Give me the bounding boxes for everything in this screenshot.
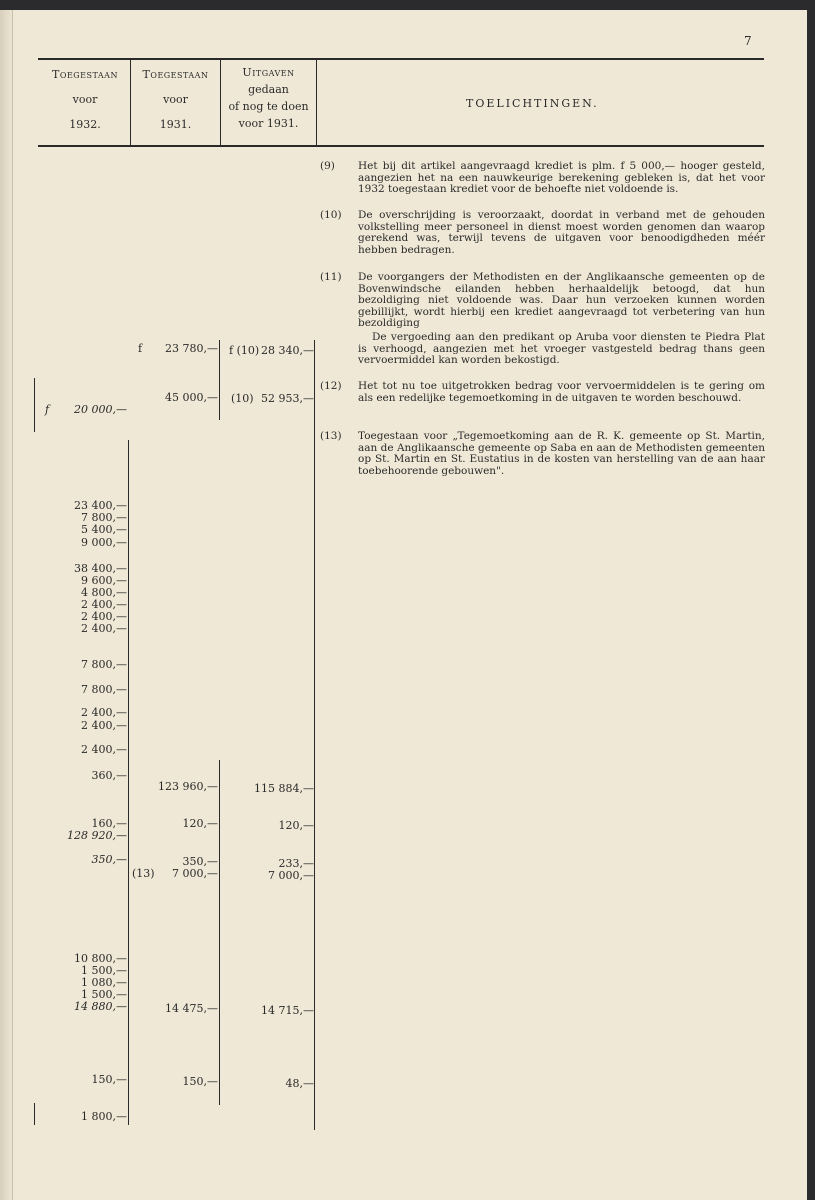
col1-value: 1 500,—	[81, 988, 127, 1001]
body-rule-col1	[128, 440, 129, 1125]
note-13	[320, 431, 765, 477]
col1-value: 2 400,—	[81, 598, 127, 611]
body-rule-col3	[314, 340, 315, 1130]
note-11	[320, 272, 765, 330]
col1-value: 9 600,—	[81, 574, 127, 587]
header-col-uitgaven-line2: gedaan	[248, 83, 289, 96]
col1-value: 2 400,—	[81, 743, 127, 756]
col1-value: 23 400,—	[74, 499, 127, 512]
col1-value: 10 800,—	[74, 952, 127, 965]
header-col-1932-line3: 1932.	[69, 118, 101, 131]
note-number: (9)	[320, 160, 335, 172]
header-toelichtingen: TOELICHTINGEN.	[466, 97, 599, 110]
col1-value: 9 000,—	[81, 536, 127, 549]
col1-currency: f	[45, 403, 50, 416]
note-number: (11)	[320, 271, 342, 283]
note-text: Het bij dit artikel aangevraagd krediet is plm. f 5 000,— hooger gesteld, aangezien het na een nauwkeurige berekening gebleken is, dat het voor 1932 toegestaan krediet voor de behoefte niet voldoende is.	[358, 160, 765, 196]
header-divider-3	[316, 60, 317, 145]
body-rule-left	[34, 378, 35, 432]
col1-value: 7 800,—	[81, 658, 127, 671]
col1-value: 4 800,—	[81, 586, 127, 599]
col2-value: 150,—	[182, 1075, 218, 1088]
note-text: De voorgangers der Methodisten en der Anglikaansche gemeenten op de Bovenwindsche eilanden hebben herhaaldelijk betoogd, dat hun bezoldiging niet voldoende was. Daar hun verzoeken kunnen worden gebillijkt, wordt hierbij een krediet aangevraagd tot verbetering van hun bezoldiging	[358, 271, 765, 330]
col2-currency: f	[138, 342, 143, 355]
header-bottom-rule	[38, 145, 764, 147]
note-12	[320, 381, 765, 404]
col1-value: 1 500,—	[81, 964, 127, 977]
note-number: (13)	[320, 430, 342, 442]
note-number: (12)	[320, 380, 342, 392]
col2-value: 45 000,—	[165, 391, 218, 404]
col1-value: 5 400,—	[81, 523, 127, 536]
page-number: 7	[744, 34, 752, 48]
note-text: Toegestaan voor „Tegemoetkoming aan de R. K. gemeente op St. Martin, aan de Anglikaansche gemeente op Saba en aan de Methodisten gemeenten op St. Martin en St. Eustatius in de kosten van herstelling van de aan haar toebehoorende gebouwen".	[358, 430, 765, 477]
col3-value: 7 000,—	[268, 869, 314, 882]
body-rule-left-bottom	[34, 1103, 35, 1125]
col1-value: 350,—	[91, 853, 127, 866]
col1-value: 38 400,—	[74, 562, 127, 575]
col2-value: 123 960,—	[158, 780, 218, 793]
note-text: De overschrijding is veroorzaakt, doordat in verband met de gehouden volkstelling meer personeel in dienst moest worden genomen dan waarop gerekend was, terwijl tevens de uitgaven voor benoodigdheden méér hebben bedragen.	[358, 209, 765, 256]
header-col-1932	[40, 68, 130, 131]
note-11-continued	[320, 332, 765, 367]
col1-value: 20 000,—	[74, 403, 127, 416]
col1-value: 160,—	[91, 817, 127, 830]
col1-value: 1 080,—	[81, 976, 127, 989]
col2-ref-13: (13)	[132, 867, 155, 880]
col3-ref-f10: f (10)	[229, 344, 260, 357]
col1-value: 7 800,—	[81, 511, 127, 524]
col1-value: 14 880,—	[74, 1000, 127, 1013]
col1-value: 7 800,—	[81, 683, 127, 696]
col2-value: 120,—	[182, 817, 218, 830]
col2-value: 7 000,—	[172, 867, 218, 880]
note-text: Het tot nu toe uitgetrokken bedrag voor vervoermiddelen is te gering om als een redelijke tegemoetkoming in de uitgaven te worden beschouwd.	[358, 380, 765, 404]
fold-line	[12, 10, 13, 1200]
header-col-1931	[131, 68, 220, 131]
col3-value: 14 715,—	[261, 1004, 314, 1017]
col1-value: 128 920,—	[67, 829, 127, 842]
col3-ref-10: (10)	[231, 392, 254, 405]
scan-border-top	[0, 0, 815, 10]
header-col-1931-line1: Toegestaan	[142, 68, 209, 81]
col1-value: 2 400,—	[81, 622, 127, 635]
note-9	[320, 161, 765, 196]
col3-value: 233,—	[278, 857, 314, 870]
col2-value: 14 475,—	[165, 1002, 218, 1015]
note-10	[320, 210, 765, 256]
body-rule-col2	[219, 340, 220, 420]
scan-border-right	[807, 0, 815, 1200]
col1-value: 2 400,—	[81, 706, 127, 719]
header-col-1932-line2: voor	[72, 93, 98, 106]
col3-value: 48,—	[285, 1077, 314, 1090]
header-col-uitgaven-line4: voor 1931.	[238, 117, 299, 130]
col3-value: 28 340,—	[261, 344, 314, 357]
header-col-uitgaven-line1: Uitgaven	[242, 66, 295, 79]
col2-value: 350,—	[182, 855, 218, 868]
col3-value: 52 953,—	[261, 392, 314, 405]
col1-value: 2 400,—	[81, 610, 127, 623]
col1-value: 360,—	[91, 769, 127, 782]
header-col-1931-line2: voor	[163, 93, 188, 106]
col1-value: 1 800,—	[81, 1110, 127, 1123]
header-col-uitgaven	[221, 66, 316, 130]
note-number: (10)	[320, 209, 342, 221]
col3-value: 120,—	[278, 819, 314, 832]
col2-value: 23 780,—	[165, 342, 218, 355]
col1-value: 150,—	[91, 1073, 127, 1086]
col3-value: 115 884,—	[254, 782, 314, 795]
body-rule-col2-lower	[219, 760, 220, 1105]
col1-value: 2 400,—	[81, 719, 127, 732]
header-col-1931-line3: 1931.	[159, 118, 192, 131]
note-text: De vergoeding aan den predikant op Aruba voor diensten te Piedra Plat is verhoogd, aangezien met het vroeger vastgesteld bedrag thans geen vervoermiddel kan worden bekostigd.	[358, 331, 765, 367]
header-col-1932-line1: Toegestaan	[52, 68, 118, 81]
header-top-rule	[38, 58, 764, 60]
header-col-uitgaven-line3: of nog te doen	[228, 100, 309, 113]
